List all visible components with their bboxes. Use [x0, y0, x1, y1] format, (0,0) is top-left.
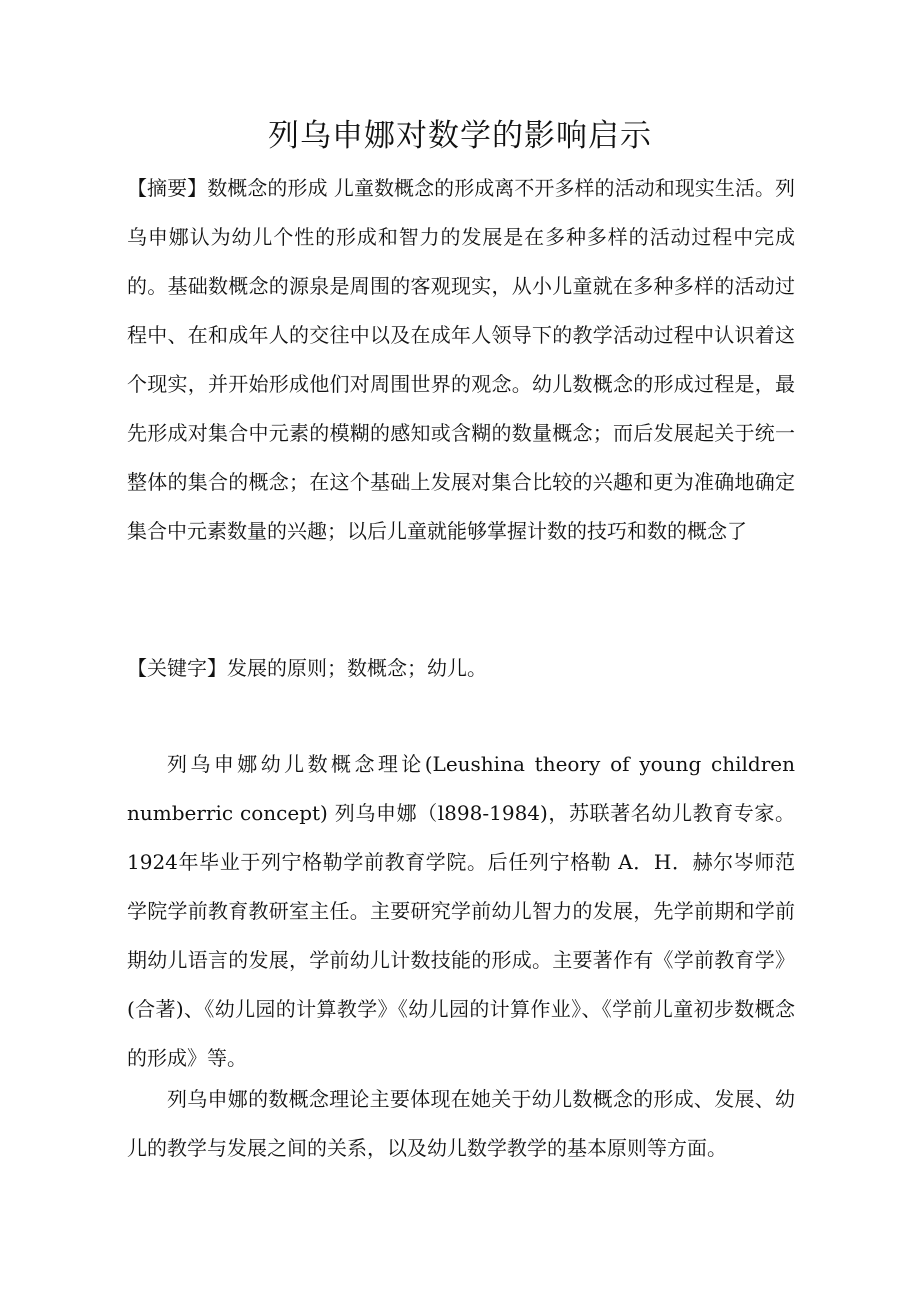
keywords-paragraph	[127, 644, 795, 693]
keywords-label: 【关键字】	[127, 656, 227, 680]
body-paragraph-1: 列乌申娜幼儿数概念理论(Leushina theory of young children numberric concept) 列乌申娜（l898-1984)，苏联著名幼儿教育专家。1924年毕业于列宁格勒学前教育学院。后任列宁格勒 A．H．赫尔岑师范学院学前教育教研室主任。主要研究学前幼儿智力的发展，先学前期和学前期幼儿语言的发展，学前幼儿计数技能的形成。主要著作有《学前教育学》(合著)、《幼儿园的计算教学》《幼儿园的计算作业》、《学前儿童初步数概念的形成》等。	[127, 752, 795, 1070]
abstract-paragraph	[127, 164, 795, 556]
abstract-text: 数概念的形成 儿童数概念的形成离不开多样的活动和现实生活。列乌申娜认为幼儿个性的形成和智力的发展是在多种多样的活动过程中完成的。基础数概念的源泉是周围的客观现实，从小儿童就在多种多样的活动过程中、在和成年人的交往中以及在成年人领导下的教学活动过程中认识着这个现实，并开始形成他们对周围世界的观念。幼儿数概念的形成过程是，最先形成对集合中元素的模糊的感知或含糊的数量概念；而后发展起关于统一整体的集合的概念；在这个基础上发展对集合比较的兴趣和更为准确地确定集合中元素数量的兴趣；以后儿童就能够掌握计数的技巧和数的概念了	[127, 176, 796, 543]
keywords-text: 发展的原则；数概念；幼儿。	[227, 656, 487, 680]
body-paragraph-2: 列乌申娜的数概念理论主要体现在她关于幼儿数概念的形成、发展、幼儿的教学与发展之间的关系，以及幼儿数学教学的基本原则等方面。	[127, 1087, 795, 1160]
document-title: 列乌申娜对数学的影响启示	[268, 118, 652, 154]
abstract-label: 【摘要】	[127, 176, 208, 200]
